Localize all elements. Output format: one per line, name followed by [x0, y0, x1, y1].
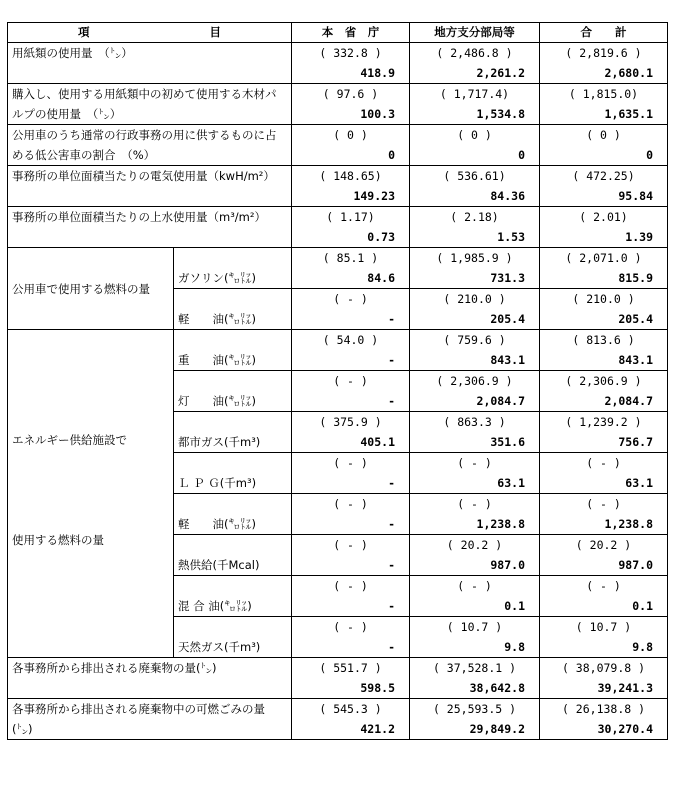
row-label: 各事務所から排出される廃棄物中の可燃ごみの量 (㌧) [8, 699, 292, 740]
table-row [8, 248, 668, 289]
current-year-value: - [388, 558, 395, 572]
total-cell [540, 125, 668, 166]
table-body [8, 43, 668, 740]
total-cell [540, 535, 668, 576]
fuel-type-label: 混 合 油(㌔㍑) [174, 576, 292, 617]
regional-cell [410, 699, 540, 740]
energy-facility-group-label [8, 330, 174, 658]
previous-year-value: ( 10.7 ) [575, 620, 632, 634]
current-year-value: 1,238.8 [476, 517, 525, 531]
previous-year-value: ( 813.6 ) [572, 333, 635, 347]
header-total: 合 計 [540, 23, 668, 43]
previous-year-value: ( 551.7 ) [319, 661, 382, 675]
current-year-value: 843.1 [490, 353, 525, 367]
current-year-value: 63.1 [625, 476, 653, 490]
current-year-value: 2,680.1 [604, 66, 653, 80]
current-year-value: 100.3 [360, 107, 395, 121]
regional-cell [410, 412, 540, 453]
regional-cell [410, 84, 540, 125]
row-label: 購入し、使用する用紙類中の初めて使用する木材パルプの使用量 （㌧） [8, 84, 292, 125]
previous-year-value: ( 210.0 ) [443, 292, 506, 306]
table-row [8, 84, 668, 125]
total-cell [540, 617, 668, 658]
previous-year-value: ( - ) [586, 497, 621, 511]
previous-year-value: ( - ) [457, 579, 492, 593]
previous-year-value: ( - ) [333, 538, 368, 552]
table-row [8, 43, 668, 84]
regional-cell [410, 330, 540, 371]
hq-cell [292, 617, 410, 658]
previous-year-value: ( 2.18) [450, 210, 499, 224]
previous-year-value: ( - ) [586, 456, 621, 470]
total-cell [540, 166, 668, 207]
row-label: 事務所の単位面積当たりの上水使用量（m³/m²） [8, 207, 292, 248]
current-year-value: 84.6 [367, 271, 395, 285]
total-cell [540, 207, 668, 248]
current-year-value: 731.3 [490, 271, 525, 285]
total-cell [540, 699, 668, 740]
regional-cell [410, 43, 540, 84]
table-header-row [8, 23, 668, 43]
fuel-type-label: 熱供給(千Mcal) [174, 535, 292, 576]
current-year-value: 149.23 [353, 189, 395, 203]
previous-year-value: ( 54.0 ) [322, 333, 379, 347]
current-year-value: 84.36 [490, 189, 525, 203]
previous-year-value: ( 2,306.9 ) [436, 374, 513, 388]
current-year-value: 9.8 [504, 640, 525, 654]
previous-year-value: ( 0 ) [333, 128, 368, 142]
previous-year-value: ( 20.2 ) [446, 538, 503, 552]
previous-year-value: ( - ) [333, 374, 368, 388]
regional-cell [410, 248, 540, 289]
total-cell [540, 248, 668, 289]
table-row [8, 166, 668, 207]
header-item [8, 23, 292, 43]
current-year-value: 9.8 [632, 640, 653, 654]
table-row [8, 207, 668, 248]
row-label: 用紙類の使用量 （㌧） [8, 43, 292, 84]
current-year-value: 843.1 [618, 353, 653, 367]
previous-year-value: ( 85.1 ) [322, 251, 379, 265]
previous-year-value: ( 10.7 ) [446, 620, 503, 634]
current-year-value: 205.4 [618, 312, 653, 326]
hq-cell [292, 371, 410, 412]
row-label: 各事務所から排出される廃棄物の量(㌧) [8, 658, 292, 699]
fuel-type-label: 軽 油(㌔㍑) [174, 289, 292, 330]
previous-year-value: ( 0 ) [457, 128, 492, 142]
previous-year-value: ( 332.8 ) [319, 46, 382, 60]
energy-label-a: エネルギー供給施設で [12, 433, 127, 447]
regional-cell [410, 207, 540, 248]
hq-cell [292, 494, 410, 535]
header-item-a: 項 [78, 25, 90, 39]
regional-cell [410, 125, 540, 166]
previous-year-value: ( - ) [333, 497, 368, 511]
fuel-type-label: 軽 油(㌔㍑) [174, 494, 292, 535]
current-year-value: 1,635.1 [604, 107, 653, 121]
current-year-value: 987.0 [618, 558, 653, 572]
current-year-value: 815.9 [618, 271, 653, 285]
current-year-value: 0.73 [367, 230, 395, 244]
regional-cell [410, 371, 540, 412]
previous-year-value: ( 1,717.4) [439, 87, 510, 101]
total-cell [540, 412, 668, 453]
current-year-value: 987.0 [490, 558, 525, 572]
current-year-value: 2,084.7 [476, 394, 525, 408]
current-year-value: 63.1 [497, 476, 525, 490]
current-year-value: 0 [388, 148, 395, 162]
hq-cell [292, 412, 410, 453]
current-year-value: 0.1 [632, 599, 653, 613]
current-year-value: 205.4 [490, 312, 525, 326]
current-year-value: 418.9 [360, 66, 395, 80]
previous-year-value: ( 2,306.9 ) [565, 374, 642, 388]
hq-cell [292, 453, 410, 494]
header-hq: 本 省 庁 [292, 23, 410, 43]
previous-year-value: ( 759.6 ) [443, 333, 506, 347]
hq-cell [292, 330, 410, 371]
previous-year-value: ( 1,985.9 ) [436, 251, 513, 265]
current-year-value: - [388, 312, 395, 326]
current-year-value: 598.5 [360, 681, 395, 695]
total-cell [540, 84, 668, 125]
current-year-value: 756.7 [618, 435, 653, 449]
vehicle-fuel-group-label: 公用車で使用する燃料の量 [8, 248, 174, 330]
table-row [8, 658, 668, 699]
current-year-value: 351.6 [490, 435, 525, 449]
previous-year-value: ( 148.65) [319, 169, 382, 183]
total-cell [540, 494, 668, 535]
hq-cell [292, 125, 410, 166]
total-cell [540, 371, 668, 412]
hq-cell [292, 166, 410, 207]
regional-cell [410, 166, 540, 207]
hq-cell [292, 289, 410, 330]
previous-year-value: ( 97.6 ) [322, 87, 379, 101]
regional-cell [410, 576, 540, 617]
previous-year-value: ( - ) [586, 579, 621, 593]
current-year-value: 1,238.8 [604, 517, 653, 531]
row-label: 事務所の単位面積当たりの電気使用量（kwH/m²） [8, 166, 292, 207]
previous-year-value: ( 210.0 ) [572, 292, 635, 306]
current-year-value: - [388, 640, 395, 654]
previous-year-value: ( 472.25) [572, 169, 635, 183]
previous-year-value: ( - ) [333, 456, 368, 470]
previous-year-value: ( 1,239.2 ) [565, 415, 642, 429]
previous-year-value: ( 26,138.8 ) [561, 702, 646, 716]
fuel-type-label: Ｌ Ｐ Ｇ(千m³) [174, 453, 292, 494]
total-cell [540, 658, 668, 699]
previous-year-value: ( 536.61) [443, 169, 506, 183]
current-year-value: 0.1 [504, 599, 525, 613]
hq-cell [292, 535, 410, 576]
regional-cell [410, 453, 540, 494]
fuel-type-label: 灯 油(㌔㍑) [174, 371, 292, 412]
previous-year-value: ( - ) [457, 497, 492, 511]
regional-cell [410, 494, 540, 535]
previous-year-value: ( - ) [333, 620, 368, 634]
current-year-value: 1.39 [625, 230, 653, 244]
current-year-value: - [388, 599, 395, 613]
row-label: 公用車のうち通常の行政事務の用に供するものに占める低公害車の割合 （%） [8, 125, 292, 166]
current-year-value: - [388, 394, 395, 408]
current-year-value: - [388, 517, 395, 531]
previous-year-value: ( - ) [333, 579, 368, 593]
header-regional: 地方支分部局等 [410, 23, 540, 43]
table-row [8, 330, 668, 371]
current-year-value: 30,270.4 [597, 722, 653, 736]
current-year-value: 38,642.8 [469, 681, 525, 695]
previous-year-value: ( 0 ) [586, 128, 621, 142]
hq-cell [292, 43, 410, 84]
total-cell [540, 43, 668, 84]
energy-label-b: 使用する燃料の量 [12, 533, 104, 547]
hq-cell [292, 84, 410, 125]
table-row [8, 125, 668, 166]
current-year-value: 421.2 [360, 722, 395, 736]
previous-year-value: ( 375.9 ) [319, 415, 382, 429]
previous-year-value: ( 545.3 ) [319, 702, 382, 716]
regional-cell [410, 289, 540, 330]
header-item-b: 目 [209, 25, 221, 39]
previous-year-value: ( 2,071.0 ) [565, 251, 642, 265]
current-year-value: - [388, 476, 395, 490]
hq-cell [292, 658, 410, 699]
previous-year-value: ( 38,079.8 ) [561, 661, 646, 675]
previous-year-value: ( 863.3 ) [443, 415, 506, 429]
total-cell [540, 330, 668, 371]
regional-cell [410, 658, 540, 699]
current-year-value: 1.53 [497, 230, 525, 244]
current-year-value: - [388, 353, 395, 367]
regional-cell [410, 535, 540, 576]
current-year-value: 2,261.2 [476, 66, 525, 80]
previous-year-value: ( 1,815.0) [568, 87, 639, 101]
fuel-type-label: 天然ガス(千m³) [174, 617, 292, 658]
current-year-value: 29,849.2 [469, 722, 525, 736]
previous-year-value: ( 2,819.6 ) [565, 46, 642, 60]
previous-year-value: ( 37,528.1 ) [432, 661, 517, 675]
total-cell [540, 289, 668, 330]
current-year-value: 0 [518, 148, 525, 162]
fuel-type-label: ガソリン(㌔㍑) [174, 248, 292, 289]
fuel-type-label: 都市ガス(千m³) [174, 412, 292, 453]
current-year-value: 39,241.3 [597, 681, 653, 695]
previous-year-value: ( - ) [333, 292, 368, 306]
total-cell [540, 576, 668, 617]
current-year-value: 2,084.7 [604, 394, 653, 408]
hq-cell [292, 699, 410, 740]
current-year-value: 0 [646, 148, 653, 162]
fuel-type-label: 重 油(㌔㍑) [174, 330, 292, 371]
current-year-value: 95.84 [618, 189, 653, 203]
previous-year-value: ( 2.01) [579, 210, 628, 224]
total-cell [540, 453, 668, 494]
hq-cell [292, 248, 410, 289]
fuel-usage-table [7, 22, 668, 740]
previous-year-value: ( 25,593.5 ) [432, 702, 517, 716]
regional-cell [410, 617, 540, 658]
previous-year-value: ( 20.2 ) [575, 538, 632, 552]
current-year-value: 1,534.8 [476, 107, 525, 121]
hq-cell [292, 207, 410, 248]
current-year-value: 405.1 [360, 435, 395, 449]
table-row [8, 699, 668, 740]
hq-cell [292, 576, 410, 617]
previous-year-value: ( - ) [457, 456, 492, 470]
previous-year-value: ( 2,486.8 ) [436, 46, 513, 60]
previous-year-value: ( 1.17) [326, 210, 375, 224]
